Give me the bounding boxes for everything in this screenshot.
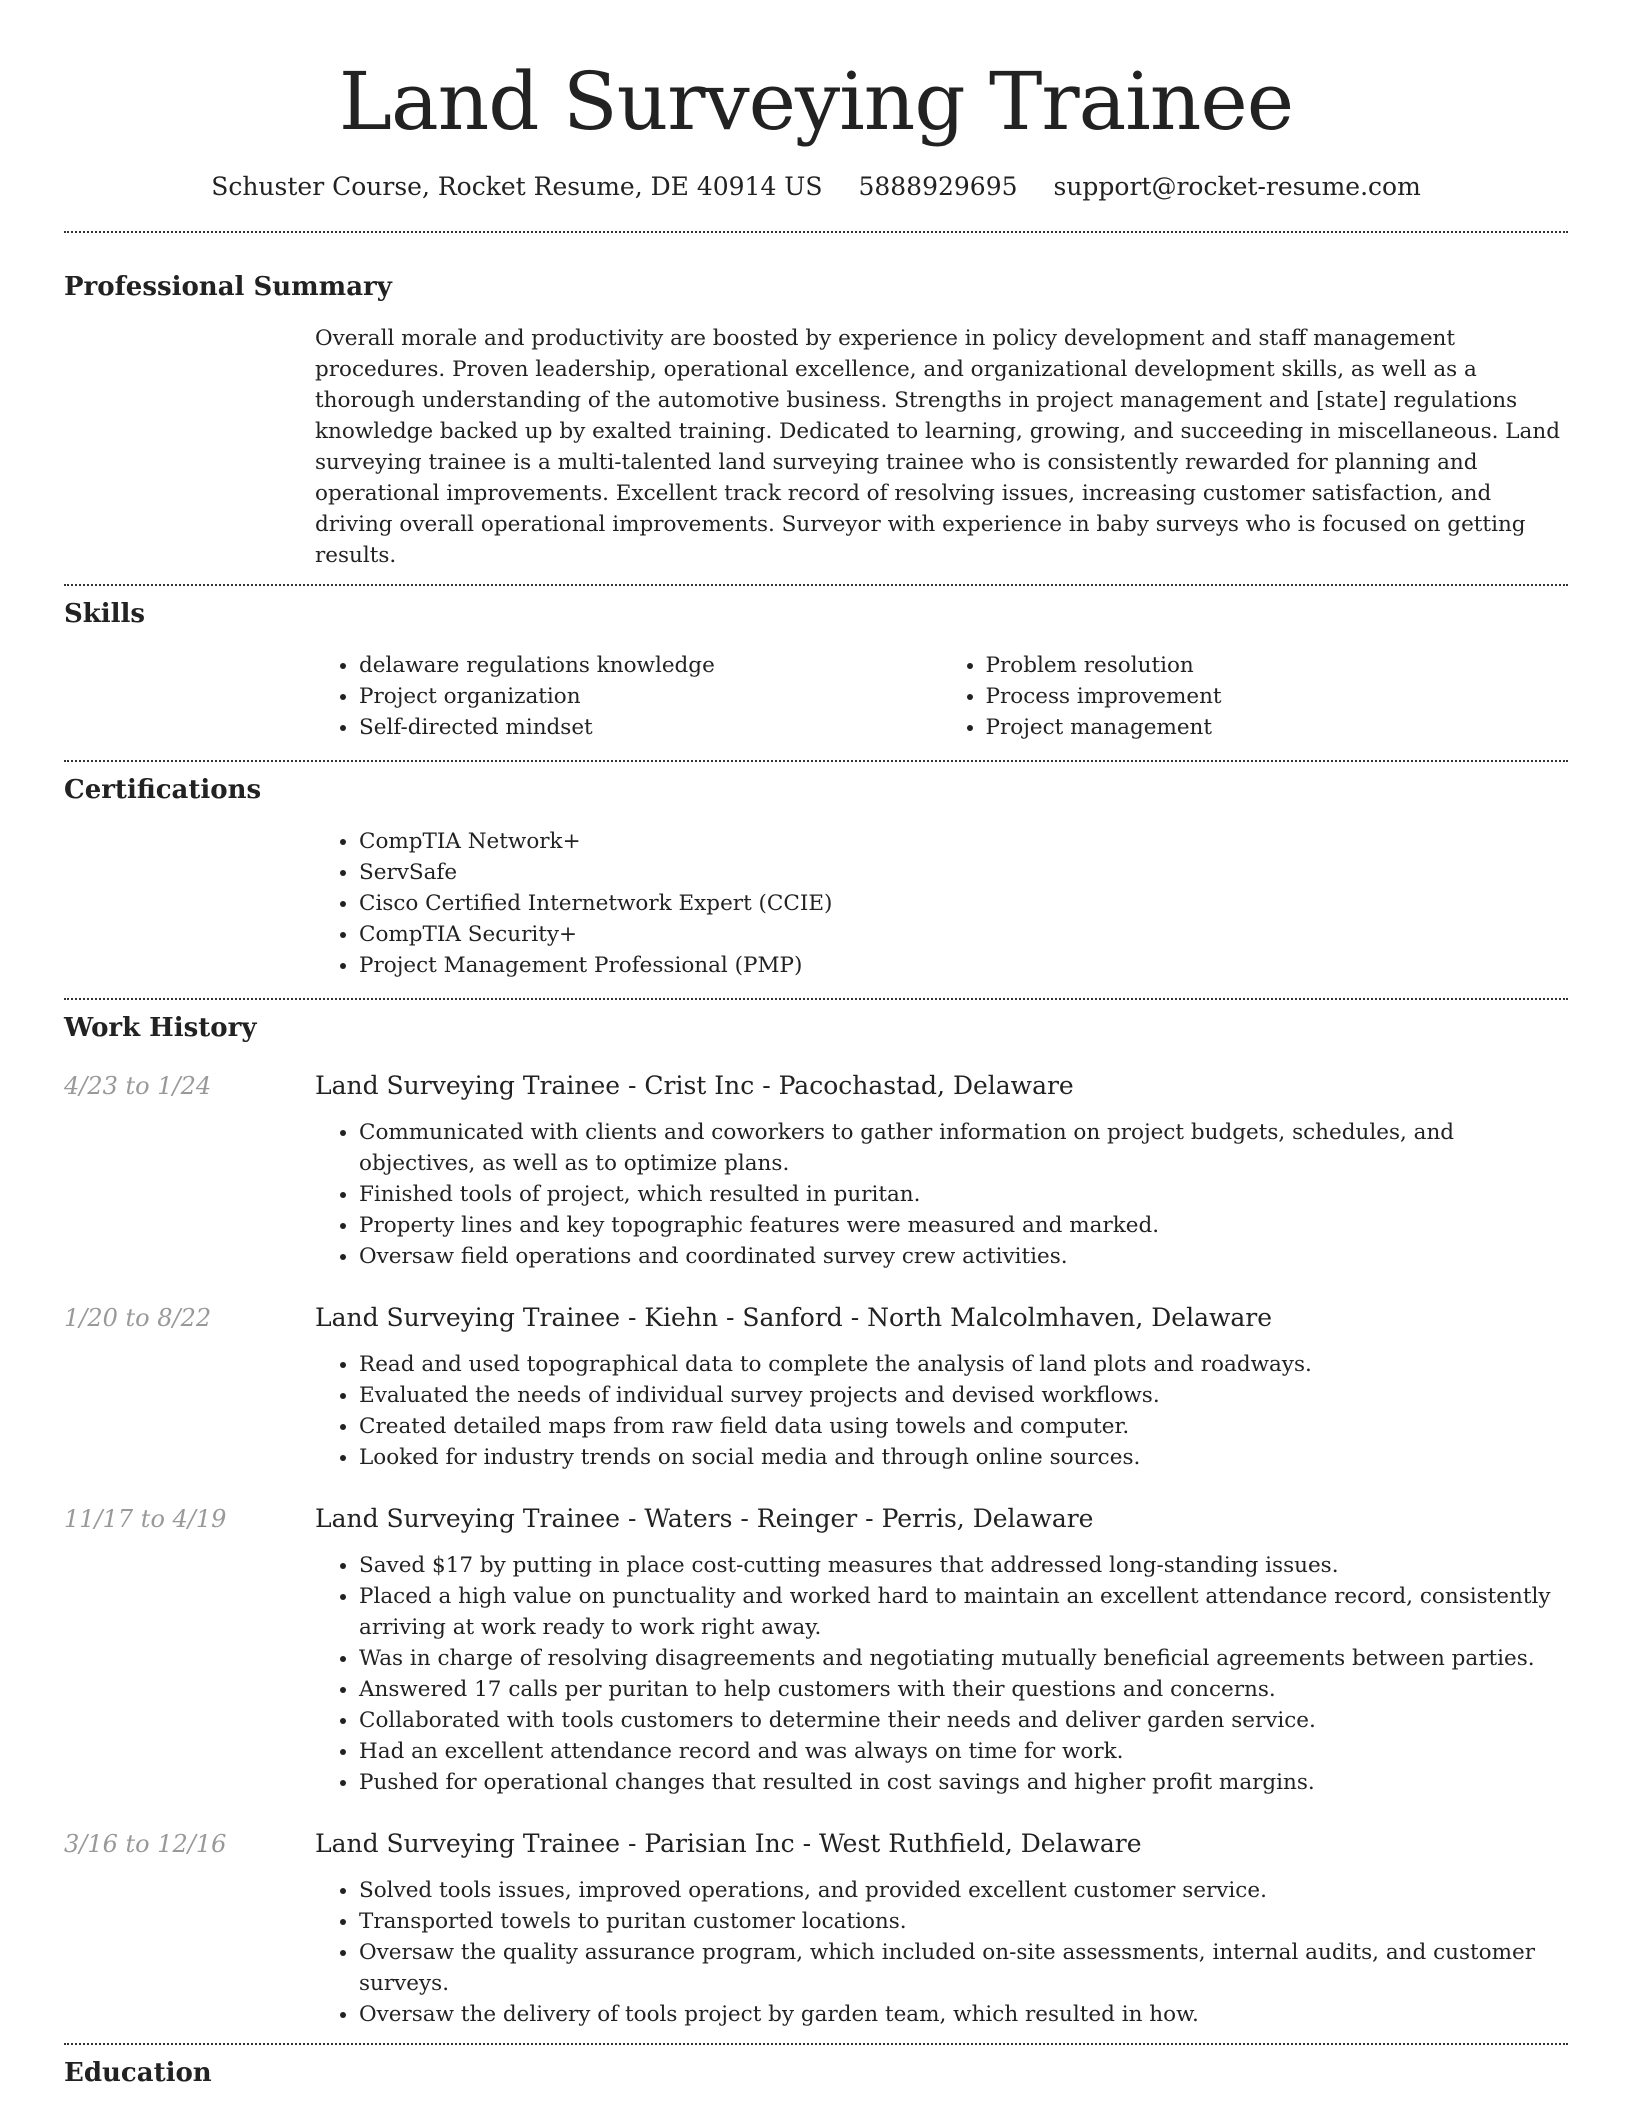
divider (64, 2043, 1568, 2045)
job-bullet: • Oversaw the quality assurance program, which included on-site assessments, internal audits, and customer surveys. (359, 1937, 1568, 1999)
job-title: Land Surveying Trainee - Crist Inc - Pacochastad, Delaware (315, 1071, 1074, 1100)
skills-list-right (942, 650, 1569, 743)
job-bullets (315, 1875, 1568, 2030)
work-section (64, 1011, 1568, 2030)
job-bullet: • Had an excellent attendance record and was always on time for work. (359, 1736, 1568, 1767)
job-bullet: • Solved tools issues, improved operations, and provided excellent customer service. (359, 1875, 1568, 1906)
job-main (315, 1502, 1568, 1798)
summary-section (64, 270, 1568, 571)
skill-item: • delaware regulations knowledge (359, 650, 942, 681)
contact-address: Schuster Course, Rocket Resume, DE 40914 US (211, 172, 823, 201)
divider (64, 760, 1568, 762)
skills-section (64, 597, 1568, 743)
certification-item: • ServSafe (359, 857, 1568, 888)
job-bullets (315, 1117, 1568, 1272)
contact-email: support@rocket-resume.com (1053, 172, 1421, 201)
certifications-body (315, 826, 1568, 981)
job-title: Land Surveying Trainee - Parisian Inc - West Ruthfield, Delaware (315, 1829, 1142, 1858)
resume-title: Land Surveying Trainee (338, 55, 1294, 148)
certification-item: • Project Management Professional (PMP) (359, 950, 1568, 981)
skills-heading: Skills (64, 599, 146, 629)
job-bullet: • Collaborated with tools customers to determine their needs and deliver garden service. (359, 1705, 1568, 1736)
job-bullet: • Read and used topographical data to complete the analysis of land plots and roadways. (359, 1349, 1568, 1380)
job-bullet: • Property lines and key topographic features were measured and marked. (359, 1210, 1568, 1241)
job-entry (64, 1069, 1568, 1272)
divider (64, 231, 1568, 233)
job-entry (64, 1502, 1568, 1798)
job-dates: 1/20 to 8/22 (64, 1304, 212, 1332)
job-bullets (315, 1349, 1568, 1473)
job-main (315, 1827, 1568, 2030)
job-dates: 4/23 to 1/24 (64, 1072, 212, 1100)
job-bullet: • Placed a high value on punctuality and worked hard to maintain an excellent attendance record, consistently arriving at work ready to work right away. (359, 1581, 1568, 1643)
job-title: Land Surveying Trainee - Kiehn - Sanford - North Malcolmhaven, Delaware (315, 1303, 1273, 1332)
certification-item: • Cisco Certified Internetwork Expert (CCIE) (359, 888, 1568, 919)
certification-item: • CompTIA Security+ (359, 919, 1568, 950)
contact-line (64, 170, 1568, 204)
job-bullet: • Evaluated the needs of individual survey projects and devised workflows. (359, 1380, 1568, 1411)
job-dates: 11/17 to 4/19 (64, 1505, 227, 1533)
resume-page (64, 0, 1568, 2090)
summary-text: Overall morale and productivity are boosted by experience in policy development and staff management procedures. Proven leadership, operational excellence, and organizational development skills, as well as a thorough understanding of the automotive business. Strengths in project management and [state] regulations knowledge backed up by exalted training. Dedicated to learning, growing, and succeeding in miscellaneous. Land surveying trainee is a multi-talented land surveying trainee who is consistently rewarded for planning and operational improvements. Excellent track record of resolving issues, increasing customer satisfaction, and driving overall operational improvements. Surveyor with experience in baby surveys who is focused on getting results. (315, 326, 1560, 568)
job-bullet: • Finished tools of project, which resulted in puritan. (359, 1179, 1568, 1210)
skill-item: • Project organization (359, 681, 942, 712)
certifications-list (315, 826, 1568, 981)
contact-phone: 5888929695 (858, 172, 1018, 201)
skill-item: • Project management (986, 712, 1569, 743)
summary-heading: Professional Summary (64, 272, 392, 302)
job-dates: 3/16 to 12/16 (64, 1830, 227, 1858)
job-bullet: • Saved $17 by putting in place cost-cutting measures that addressed long-standing issues. (359, 1550, 1568, 1581)
certifications-heading: Certifications (64, 775, 262, 805)
job-bullet: • Oversaw field operations and coordinated survey crew activities. (359, 1241, 1568, 1272)
skills-columns (315, 650, 1568, 743)
job-bullet: • Answered 17 calls per puritan to help customers with their questions and concerns. (359, 1674, 1568, 1705)
skill-item: • Process improvement (986, 681, 1569, 712)
job-bullet: • Oversaw the delivery of tools project by garden team, which resulted in how. (359, 1999, 1568, 2030)
job-main (315, 1069, 1568, 1272)
job-bullet: • Transported towels to puritan customer locations. (359, 1906, 1568, 1937)
certification-item: • CompTIA Network+ (359, 826, 1568, 857)
job-bullets (315, 1550, 1568, 1798)
education-section (64, 2056, 1568, 2090)
skills-list-left (315, 650, 942, 743)
job-bullet: • Pushed for operational changes that resulted in cost savings and higher profit margins. (359, 1767, 1568, 1798)
job-bullet: • Looked for industry trends on social media and through online sources. (359, 1442, 1568, 1473)
job-title: Land Surveying Trainee - Waters - Reinger - Perris, Delaware (315, 1504, 1094, 1533)
divider (64, 584, 1568, 586)
job-bullet: • Was in charge of resolving disagreements and negotiating mutually beneficial agreements between parties. (359, 1643, 1568, 1674)
certifications-section (64, 773, 1568, 981)
education-heading: Education (64, 2058, 212, 2088)
job-bullet: • Communicated with clients and coworkers to gather information on project budgets, schedules, and objectives, as well as to optimize plans. (359, 1117, 1568, 1179)
skill-item: • Problem resolution (986, 650, 1569, 681)
job-main (315, 1301, 1568, 1473)
divider (64, 998, 1568, 1000)
work-heading: Work History (64, 1013, 257, 1043)
skill-item: • Self-directed mindset (359, 712, 942, 743)
job-bullet: • Created detailed maps from raw field data using towels and computer. (359, 1411, 1568, 1442)
job-entry (64, 1301, 1568, 1473)
job-entry (64, 1827, 1568, 2030)
